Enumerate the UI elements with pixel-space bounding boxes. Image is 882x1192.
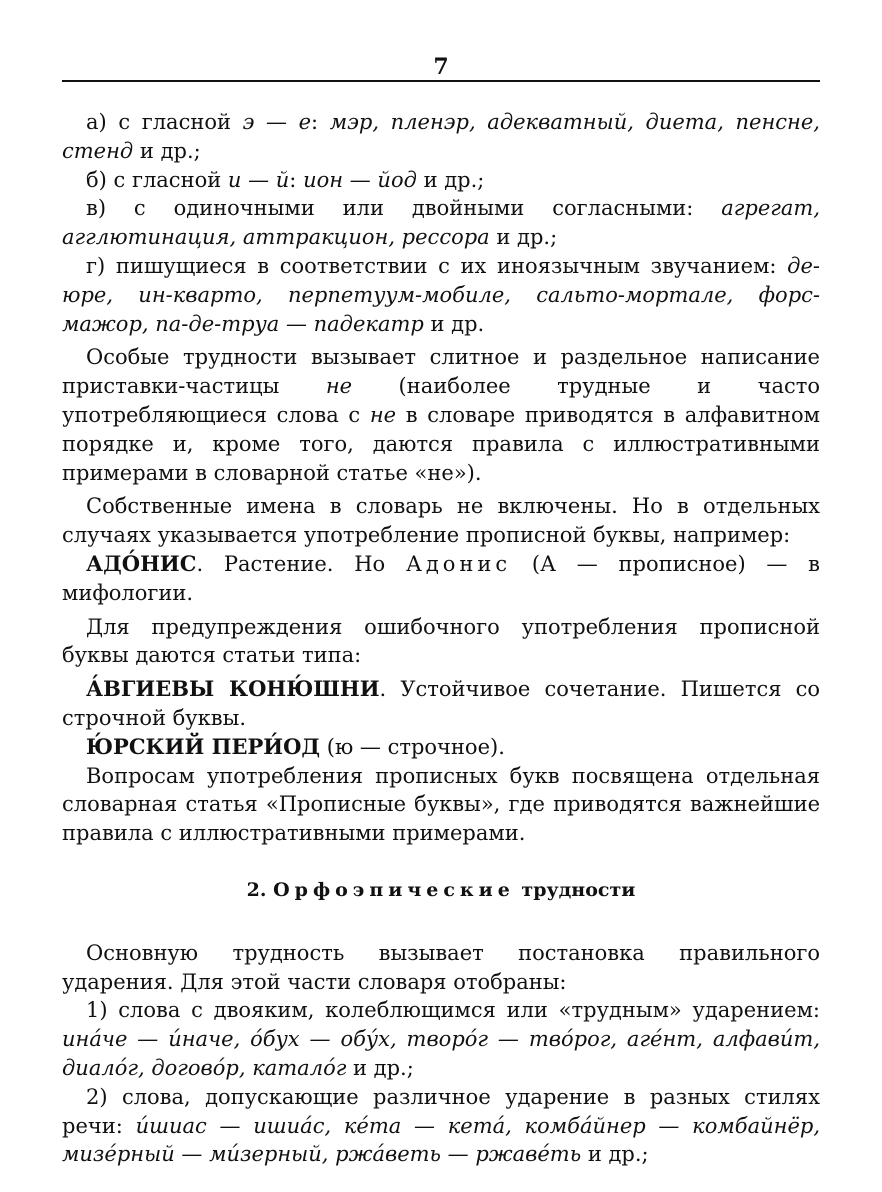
section-title-spaced: Орфоэпические: [273, 878, 515, 901]
entry-jurassic-definition: (ю — строчное).: [320, 734, 505, 759]
entry-adonis-text-2: (А — прописное) — в мифологии.: [62, 551, 820, 605]
item-g-suffix: и др.: [423, 311, 485, 336]
item-a-examples: мэр, пленэр, адекватный, диета, пенсне, стенд: [62, 110, 820, 163]
item-v-suffix: и др.;: [489, 225, 558, 250]
list-item-1-text: 1) слова с двояким, колеблющимся или «трудным» ударением:: [86, 998, 820, 1023]
entry-avgievy-definition: . Устойчивое сочетание. Пишется со строчной буквы.: [62, 677, 820, 730]
section-title-rest: трудности: [514, 878, 636, 901]
item-g-examples: де-юре, ин-кварто, перпетуум-мобиле, сальто-мортале, форс-мажор, па-де-труа — падекатр: [62, 253, 820, 336]
item-v-examples: агрегат, агглютинация, аттракцион, рессора: [62, 196, 820, 250]
entry-jurassic: [62, 733, 820, 762]
entry-adonis-spaced-word: Адонис: [405, 551, 512, 576]
item-b-suffix: и др.;: [416, 167, 485, 192]
item-b-examples: ион — йод: [303, 167, 417, 192]
paragraph-ne-text-2: (наиболее трудные и часто употребляющиеся слова с: [62, 374, 820, 427]
paragraph-ne-text-3: в словаре приводятся в алфавитном порядке и, кроме того, даются правила с иллюстративными примерами в словарной статье «не»).: [62, 402, 820, 485]
entry-adonis: [62, 550, 820, 608]
paragraph-ne-particle-1: не: [325, 374, 353, 399]
item-g-prefix: г) пишущиеся в соответствии с их иноязычным звучанием:: [86, 253, 788, 278]
paragraph-capitals: Вопросам употребления прописных букв посвящена отдельная словарная статья «Прописные буквы», где приводятся важнейшие правила с иллюстративными примерами.: [62, 763, 820, 846]
entry-avgievy: [62, 675, 820, 733]
item-a-prefix: а) с гласной: [86, 110, 243, 134]
item-b: [62, 166, 820, 195]
item-b-letters: и — й: [227, 167, 290, 192]
item-a-colon: :: [311, 110, 330, 134]
list-item-2-examples: и́шиас — ишиа́с, ке́та — кета́, комба́йнер — комбайнёр, мизе́рный — ми́зерный, ржа́веть — ржаве́ть: [62, 1113, 820, 1167]
list-item-2-suffix: и др.;: [581, 1142, 649, 1167]
entry-adonis-headword: АДО́НИС: [86, 550, 197, 576]
header-rule: [62, 80, 820, 82]
item-b-prefix: б) с гласной: [86, 167, 228, 192]
paragraph-ne-text-1: Особые трудности вызывает слитное и раздельное написание приставки-частицы: [62, 345, 820, 399]
list-item-2: [62, 1083, 820, 1169]
item-g: [62, 252, 820, 338]
list-item-1-examples: ина́че — и́наче, о́бух — обу́х, творо́г — тво́рог, аге́нт, алфави́т, диало́г, догово́р, катало́г: [62, 1027, 820, 1080]
entry-avgievy-headword: А́ВГИЕВЫ КОНЮ́ШНИ: [86, 676, 380, 702]
paragraph-ne: [62, 343, 820, 487]
paragraph-stress: Основную трудность вызывает постановка правильного ударения. Для этой части словаря отобраны:: [62, 940, 820, 994]
section-heading: [62, 876, 820, 905]
item-a-letters: э — е: [242, 110, 312, 134]
paragraph-warning: Для предупреждения ошибочного употребления прописной буквы даются статьи типа:: [62, 614, 820, 668]
paragraph-ne-particle-2: не: [369, 402, 397, 427]
item-a-suffix: и др.;: [133, 138, 201, 163]
page-content: [62, 108, 820, 1169]
paragraph-proper-names: Собственные имена в словарь не включены. Но в отдельных случаях указывается употребление прописной буквы, например:: [62, 494, 820, 548]
list-item-1: [62, 996, 820, 1082]
page-number: 7: [433, 54, 449, 80]
entry-adonis-text-1: . Растение. Но: [196, 551, 406, 576]
entry-jurassic-headword: Ю́РСКИЙ ПЕРИ́ОД: [86, 733, 321, 759]
item-a: [62, 108, 820, 166]
section-number: 2.: [246, 878, 274, 901]
item-b-colon: :: [289, 167, 304, 192]
item-v-prefix: в) с одиночными или двойными согласными:: [86, 196, 722, 221]
list-item-2-text: 2) слова, допускающие различное ударение в разных стилях речи:: [62, 1084, 820, 1138]
item-v: [62, 194, 820, 252]
list-item-1-suffix: и др.;: [346, 1055, 414, 1080]
